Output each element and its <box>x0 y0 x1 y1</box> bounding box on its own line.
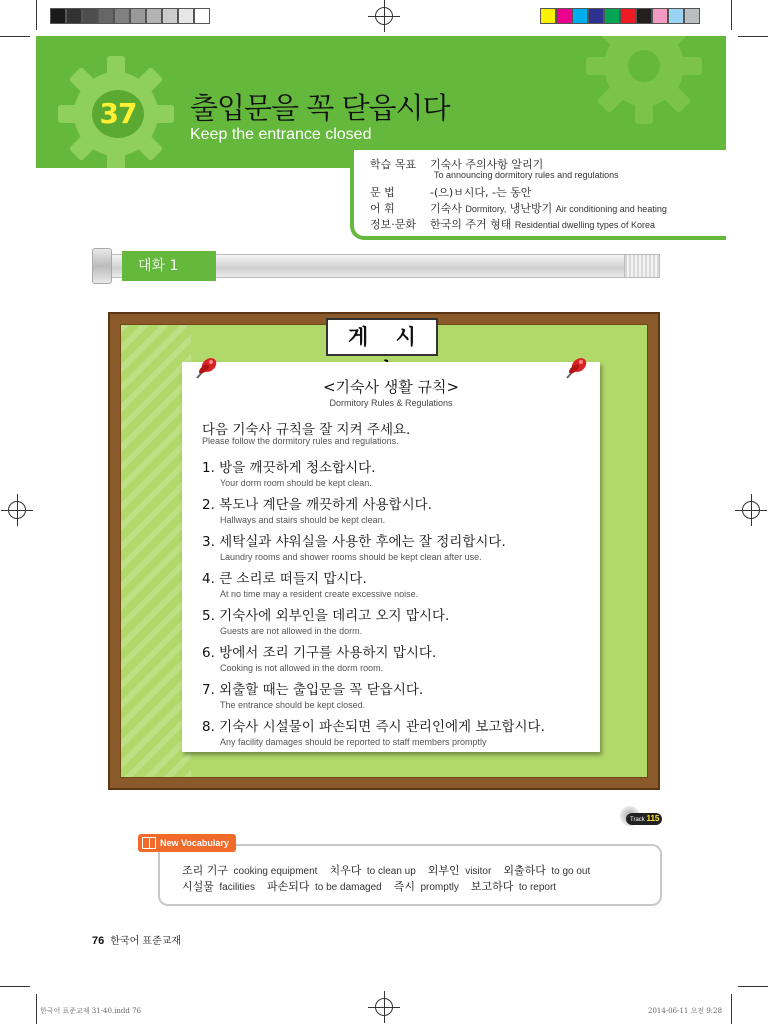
unit-title-korean: 출입문을 꼭 닫읍시다 <box>190 91 450 125</box>
notice-intro-english: Please follow the dormitory rules and regulations. <box>202 436 399 446</box>
color-swatch <box>620 8 636 24</box>
board-pattern <box>121 325 191 777</box>
info-grammar-row <box>370 184 531 200</box>
vocabulary-line-1 <box>182 862 602 878</box>
new-vocabulary-tag <box>138 834 236 852</box>
gray-swatch <box>50 8 66 24</box>
color-swatch <box>556 8 572 24</box>
print-slug-date: 2014-06-11 오전 9:28 <box>648 1007 723 1015</box>
rule-english: At no time may a resident create excessive noise. <box>220 589 419 599</box>
crop-mark <box>738 986 768 987</box>
vocab-word: 보고하다 <box>470 880 514 893</box>
book-icon <box>142 837 156 849</box>
gear-icon <box>584 36 704 126</box>
info-label: 문 법 <box>370 186 395 199</box>
gray-swatch <box>130 8 146 24</box>
color-swatch <box>636 8 652 24</box>
vocab-meaning: to report <box>518 882 557 893</box>
rule-english: The entrance should be kept closed. <box>220 700 366 710</box>
color-swatch <box>588 8 604 24</box>
vocabulary-line-2 <box>182 878 568 894</box>
vocab-word: 즉시 <box>393 880 415 893</box>
rule-korean: 1. 방을 깨끗하게 청소합시다. <box>202 460 376 476</box>
vocab-meaning: to go out <box>551 866 591 877</box>
rule-korean: 4. 큰 소리로 떠들지 맙시다. <box>202 571 367 587</box>
rule-english: Laundry rooms and shower rooms should be kept clean after use. <box>220 552 482 562</box>
notice-subtitle: Dormitory Rules & Regulations <box>329 398 453 408</box>
gray-swatch <box>98 8 114 24</box>
vocab-word: 시설물 <box>182 880 214 893</box>
unit-info-box <box>350 150 726 240</box>
gray-swatch <box>114 8 130 24</box>
color-swatch <box>668 8 684 24</box>
crop-mark <box>0 36 30 37</box>
board-sign: 게 시 <box>326 318 438 356</box>
info-value: 냉난방기 <box>509 202 553 215</box>
info-culture-row <box>370 216 655 232</box>
page-footer <box>92 932 181 947</box>
vocab-meaning: promptly <box>420 882 459 893</box>
gray-color-bar <box>50 8 210 24</box>
unit-number-badge: 37 <box>92 90 144 138</box>
vocabulary-tag-label: New Vocabulary <box>160 838 229 848</box>
info-value: -(으)ㅂ시다, -는 동안 <box>430 186 532 199</box>
rule-item <box>202 604 449 636</box>
crop-mark <box>731 0 732 30</box>
track-label <box>626 813 662 825</box>
gray-swatch <box>162 8 178 24</box>
print-slug-file: 한국어 표준교재 31-40.indd 76 <box>40 1007 142 1015</box>
rule-korean: 7. 외출할 때는 출입문을 꼭 닫읍시다. <box>202 682 424 698</box>
rule-item <box>202 493 432 525</box>
crop-mark <box>738 36 768 37</box>
rules-notice <box>182 362 600 752</box>
track-number: 115 <box>646 814 660 823</box>
rule-korean: 2. 복도나 계단을 깨끗하게 사용합시다. <box>202 497 432 513</box>
vocab-meaning: to be damaged <box>314 882 382 893</box>
rule-english: Guests are not allowed in the dorm. <box>220 626 363 636</box>
rule-item <box>202 567 418 599</box>
color-swatch <box>684 8 700 24</box>
rule-item <box>202 678 423 710</box>
vocab-meaning: facilities <box>219 882 255 893</box>
rule-korean: 3. 세탁실과 샤워실을 사용한 후에는 잘 정리합시다. <box>202 534 506 550</box>
vocab-meaning: cooking equipment <box>233 866 318 877</box>
info-value-english: Dormitory, <box>465 204 507 214</box>
registration-mark <box>742 501 760 519</box>
dialog-label: 대화 1 <box>122 251 216 281</box>
pipe-cap <box>92 248 112 284</box>
vocab-word: 치우다 <box>329 864 362 877</box>
cmyk-color-bar <box>540 8 700 24</box>
rule-korean: 5. 기숙사에 외부인을 데리고 오지 맙시다. <box>202 608 450 624</box>
notice-title: <기숙사 생활 규칙> <box>322 378 460 396</box>
vocab-meaning: visitor <box>465 866 492 877</box>
crop-mark <box>0 986 30 987</box>
vocab-word: 외부인 <box>427 864 460 877</box>
rule-english: Your dorm room should be kept clean. <box>220 478 372 488</box>
rule-item <box>202 530 506 562</box>
vocab-word: 외출하다 <box>503 864 546 877</box>
vocab-word: 조리 기구 <box>182 864 229 877</box>
track-text: Track <box>630 817 645 823</box>
gray-swatch <box>146 8 162 24</box>
gray-swatch <box>178 8 194 24</box>
color-swatch <box>604 8 620 24</box>
info-vocab-row <box>370 200 667 216</box>
rule-english: Cooking is not allowed in the dorm room. <box>220 663 384 673</box>
vocab-meaning: to clean up <box>366 866 416 877</box>
notice-intro: 다음 기숙사 규칙을 잘 지켜 주세요. <box>202 422 411 438</box>
info-label: 어 휘 <box>370 202 395 215</box>
vocab-word: 파손되다 <box>266 880 310 893</box>
crop-mark <box>36 994 37 1024</box>
bulletin-board <box>108 312 660 790</box>
rule-item <box>202 715 545 747</box>
push-pin-icon <box>190 354 220 384</box>
rule-korean: 6. 방에서 조리 기구를 사용하지 맙시다. <box>202 645 437 661</box>
pipe-thread <box>624 254 660 278</box>
info-label: 정보·문화 <box>370 218 417 231</box>
info-value-english: Air conditioning and heating <box>555 204 667 214</box>
info-goal-english: To announcing dormitory rules and regulations <box>434 170 619 180</box>
vocabulary-box <box>158 844 662 906</box>
page-number: 76 <box>92 935 105 947</box>
registration-mark <box>375 7 393 25</box>
crop-mark <box>36 0 37 30</box>
color-swatch <box>652 8 668 24</box>
unit-title-english: Keep the entrance closed <box>190 126 372 143</box>
audio-track-badge[interactable] <box>620 806 662 826</box>
info-value: 한국의 주거 형태 <box>430 218 512 231</box>
rule-korean: 8. 기숙사 시설물이 파손되면 즉시 관리인에게 보고합시다. <box>202 719 545 735</box>
color-swatch <box>572 8 588 24</box>
gray-swatch <box>82 8 98 24</box>
rule-item <box>202 641 436 673</box>
info-value: 기숙사 주의사항 알리기 <box>430 158 544 171</box>
info-value-english: Residential dwelling types of Korea <box>514 220 655 230</box>
info-label: 학습 목표 <box>370 158 417 171</box>
color-swatch <box>540 8 556 24</box>
registration-mark <box>8 501 26 519</box>
book-title: 한국어 표준교재 <box>110 936 182 947</box>
gray-swatch <box>194 8 210 24</box>
dialog-section-bar <box>92 248 660 284</box>
rule-item <box>202 456 376 488</box>
rule-english: Hallways and stairs should be kept clean. <box>220 515 386 525</box>
registration-mark <box>375 998 393 1016</box>
rule-english: Any facility damages should be reported to staff members promptly <box>220 737 487 747</box>
gray-swatch <box>66 8 82 24</box>
crop-mark <box>731 994 732 1024</box>
push-pin-icon <box>560 354 590 384</box>
info-value: 기숙사 <box>430 202 462 215</box>
